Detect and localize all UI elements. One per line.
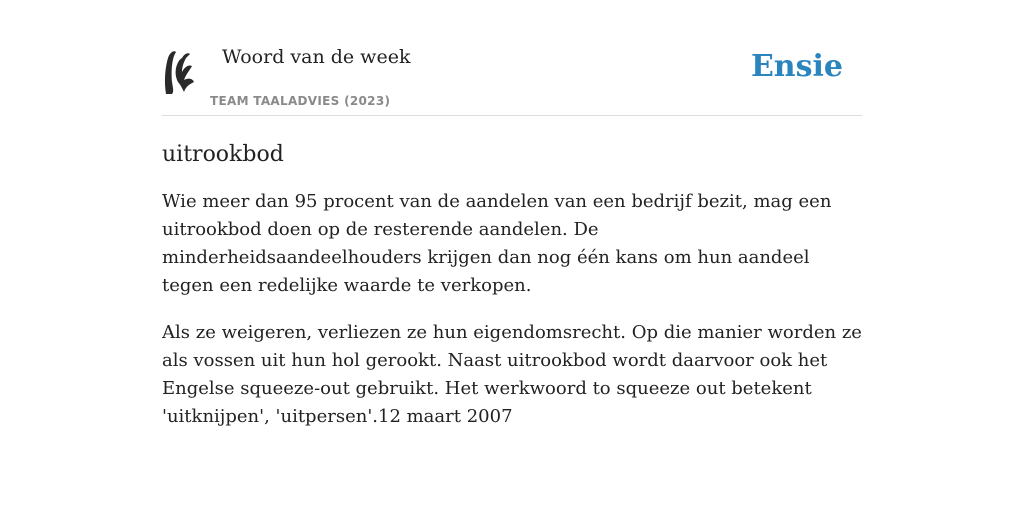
- header-title: Woord van de week: [222, 46, 411, 68]
- definition-paragraph-2: Als ze weigeren, verliezen ze hun eigendomsrecht. Op die manier worden ze als vossen uit hun hol gerookt. Naast uitrookbod wordt daarvoor ook het Engelse squeeze-out gebruikt. Het werkwoord to squeeze out betekent 'uitknijpen', 'uitpersen'.12 maart 2007: [162, 322, 862, 427]
- flemish-lion-logo-icon: [162, 48, 198, 96]
- word-title: uitrookbod: [162, 142, 284, 167]
- card-header: [162, 40, 862, 116]
- definition-paragraph-1: Wie meer dan 95 procent van de aandelen van een bedrijf bezit, mag een uitrookbod doen op de resterende aandelen. De minderheidsaandeelhouders krijgen dan nog één kans om hun aandeel tegen een redelijke waarde te verkopen.: [162, 191, 832, 296]
- word-card: [162, 40, 862, 431]
- header-subtitle: TEAM TAALADVIES (2023): [210, 94, 391, 108]
- ensie-brand-link[interactable]: Ensie: [750, 49, 843, 84]
